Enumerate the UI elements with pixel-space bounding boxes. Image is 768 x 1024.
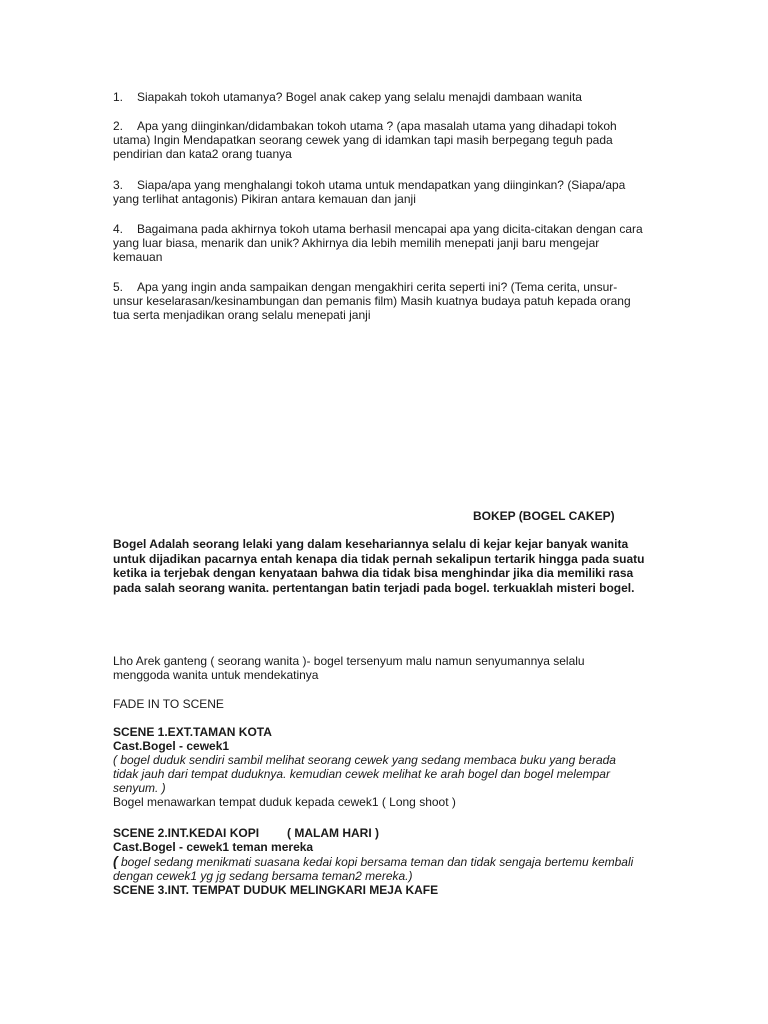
question-text: Siapakah tokoh utamanya? Bogel anak cakep yang selalu menajdi dambaan wanita <box>137 90 582 104</box>
question-text: Apa yang ingin anda sampaikan dengan mengakhiri cerita seperti ini? (Tema cerita, unsur-unsur keselarasan/kesinambungan dan pemanis film) Masih kuatnya budaya patuh kepada orang tua serta menjadikan orang selalu menepati janji <box>113 280 631 322</box>
scene-action: ( bogel duduk sendiri sambil melihat seorang cewek yang sedang membaca buku yang berada tidak jauh dari tempat duduknya. kemudian cewek melihat ke arah bogel dan bogel melempar senyum. ) <box>113 753 616 795</box>
scene-cast: Cast.Bogel - cewek1 teman mereka <box>113 840 314 854</box>
scene-cast: Cast.Bogel - cewek1 <box>113 739 230 753</box>
question-3 <box>113 178 643 206</box>
script-title: BOKEP (BOGEL CAKEP) <box>473 509 615 523</box>
question-5 <box>113 280 643 322</box>
question-number: 2. <box>113 119 124 133</box>
question-number: 1. <box>113 90 124 104</box>
question-text: Bagaimana pada akhirnya tokoh utama berhasil mencapai apa yang dicita-citakan dengan cara yang luar biasa, menarik dan unik? Akhirnya dia lebih memilih menepati janji baru mengejar kemauan <box>113 222 643 264</box>
question-4 <box>113 222 643 264</box>
scene-1 <box>113 725 643 809</box>
question-1 <box>113 90 643 104</box>
synopsis: Bogel Adalah seorang lelaki yang dalam kesehariannya selalu di kejar kejar banyak wanita untuk dijadikan pacarnya entah kenapa dia tidak pernah sekalipun tertarik hingga pada suatu ketika ia terjebak dengan kenyataan bahwa dia tidak bisa menghindar jika dia memiliki rasa pada salah seorang wanita. pertentangan batin terjadi pada bogel. terkuaklah misteri bogel. <box>113 537 645 595</box>
scene-heading: SCENE 1.EXT.TAMAN KOTA <box>113 725 272 739</box>
question-text: Apa yang diinginkan/didambakan tokoh utama ? (apa masalah utama yang dihadapi tokoh utama) Ingin Mendapatkan seorang cewek yang di idamkan tapi masih berpegang teguh pada pendirian dan kata2 orang tuanya <box>113 119 617 161</box>
scene-2 <box>113 826 643 897</box>
scene-action: bogel sedang menikmati suasana kedai kopi bersama teman dan tidak sengaja bertemu kembali dengan cewek1 yg jg sedang bersama teman2 mereka.) <box>113 855 634 883</box>
scene-paren: ( <box>113 853 118 869</box>
question-number: 3. <box>113 178 124 192</box>
scene-3-heading: SCENE 3.INT. TEMPAT DUDUK MELINGKARI MEJA KAFE <box>113 883 439 897</box>
fade-in-text: FADE IN TO SCENE <box>113 697 224 711</box>
question-text: Siapa/apa yang menghalangi tokoh utama untuk mendapatkan yang diinginkan? (Siapa/apa yang terlihat antagonis) Pikiran antara kemauan dan janji <box>113 178 626 206</box>
scene-dialogue: Bogel menawarkan tempat duduk kepada cewek1 ( Long shoot ) <box>113 795 456 809</box>
scene-time: ( MALAM HARI ) <box>287 826 380 840</box>
question-2 <box>113 119 643 161</box>
scene-heading: SCENE 2.INT.KEDAI KOPI <box>113 826 260 840</box>
question-number: 4. <box>113 222 124 236</box>
question-number: 5. <box>113 280 124 294</box>
intro-line: Lho Arek ganteng ( seorang wanita )- bogel tersenyum malu namun senyumannya selalu menggoda wanita untuk mendekatinya <box>113 654 585 682</box>
